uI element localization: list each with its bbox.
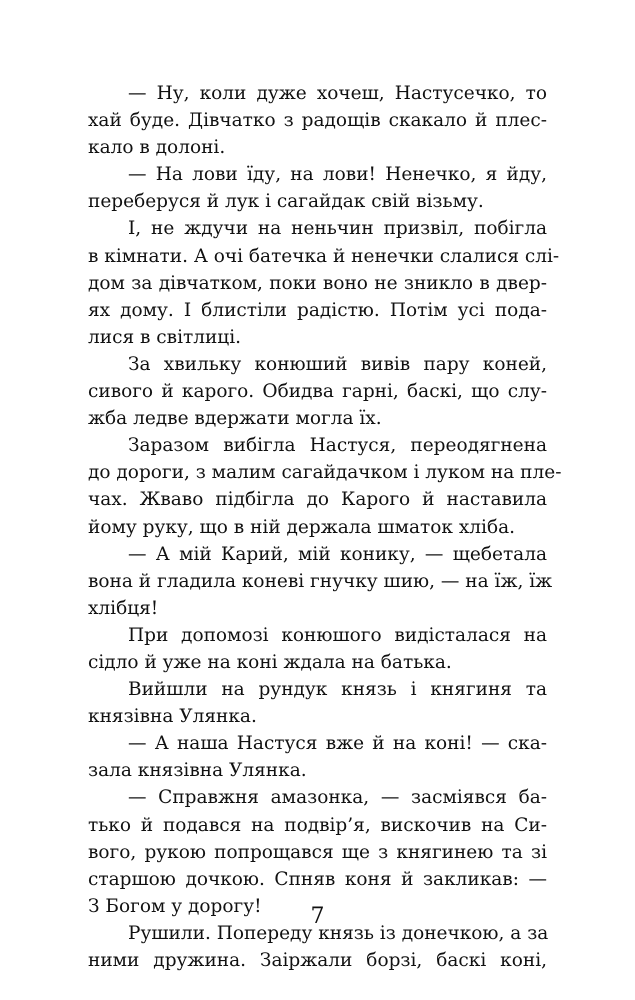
- paragraph: [88, 215, 560, 350]
- text-line: дом за дівчатком, поки воно не зникло в двер-: [88, 272, 547, 294]
- page-number: 7: [310, 904, 325, 929]
- text-line: Заразом вибігла Настуся, переодягнена: [128, 435, 547, 457]
- text-line: чах. Жваво підбігла до Карого й наставила: [88, 489, 547, 511]
- text-line: жба ледве вдержати могла їх.: [88, 408, 382, 430]
- page-body: [88, 80, 562, 974]
- paragraph: [88, 541, 553, 622]
- text-line: зала князівна Улянка.: [88, 760, 307, 782]
- paragraph: [88, 784, 547, 919]
- text-line: І, не ждучи на неньчин призвіл, побігла: [128, 218, 547, 240]
- text-line: — А мій Карий, мій конику, — щебетала: [128, 543, 547, 565]
- text-line: За хвильку конюший вивів пару коней,: [128, 353, 547, 375]
- text-line: — А наша Настуся вже й на коні! — ска-: [128, 733, 547, 755]
- text-line: хлібця!: [88, 597, 159, 619]
- text-line: — Справжня амазонка, — засміявся ба-: [128, 787, 547, 809]
- text-line: переберуся й лук і сагайдак свій візьму.: [88, 191, 484, 213]
- text-line: — Ну, коли дуже хочеш, Настусечко, то: [128, 83, 547, 104]
- paragraph: [88, 622, 547, 676]
- paragraph: [88, 161, 547, 215]
- text-line: вого, рукою попрощався ще з княгинею та зі: [88, 841, 547, 863]
- paragraph: [88, 730, 547, 784]
- paragraph: [88, 351, 547, 432]
- paragraph: [88, 676, 547, 730]
- text-line: — На лови їду, на лови! Ненечко, я йду,: [128, 164, 547, 186]
- text-line: до дороги, з малим сагайдачком і луком на пле-: [88, 462, 562, 484]
- text-line: ними дружина. Заіржали борзі, баскі коні,: [88, 950, 547, 971]
- text-line: хай буде. Дівчатко з радощів скакало й плес-: [88, 110, 547, 132]
- text-line: Вийшли на рундук князь і княгиня та: [128, 679, 547, 701]
- paragraph: [88, 432, 562, 540]
- text-line: в кімнати. А очі батечка й ненечки слалися слі-: [88, 245, 560, 267]
- text-line: Рушили. Попереду князь із донечкою, а за: [128, 922, 549, 944]
- text-line: кало в долоні.: [88, 137, 226, 159]
- text-line: старшою дочкою. Спняв коня й закликав: —: [88, 868, 547, 890]
- text-line: При допомозі конюшого видісталася на: [128, 624, 547, 646]
- text-line: йому руку, що в ній держала шматок хліба.: [88, 516, 516, 538]
- text-line: З Богом у дорогу!: [88, 895, 262, 917]
- text-line: лися в світлиці.: [88, 326, 241, 348]
- text-line: ях дому. І блистіли радістю. Потім усі пода-: [88, 299, 547, 321]
- text-line: тько й подався на подвір’я, вискочив на Си-: [88, 814, 547, 836]
- text-line: сідло й уже на коні ждала на батька.: [88, 651, 452, 673]
- text-line: князівна Улянка.: [88, 706, 257, 728]
- paragraph: [88, 80, 547, 161]
- text-line: сивого й карого. Обидва гарні, баскі, що слу-: [88, 381, 547, 403]
- text-line: вона й гладила коневі гнучку шию, — на їж, їж: [88, 570, 553, 592]
